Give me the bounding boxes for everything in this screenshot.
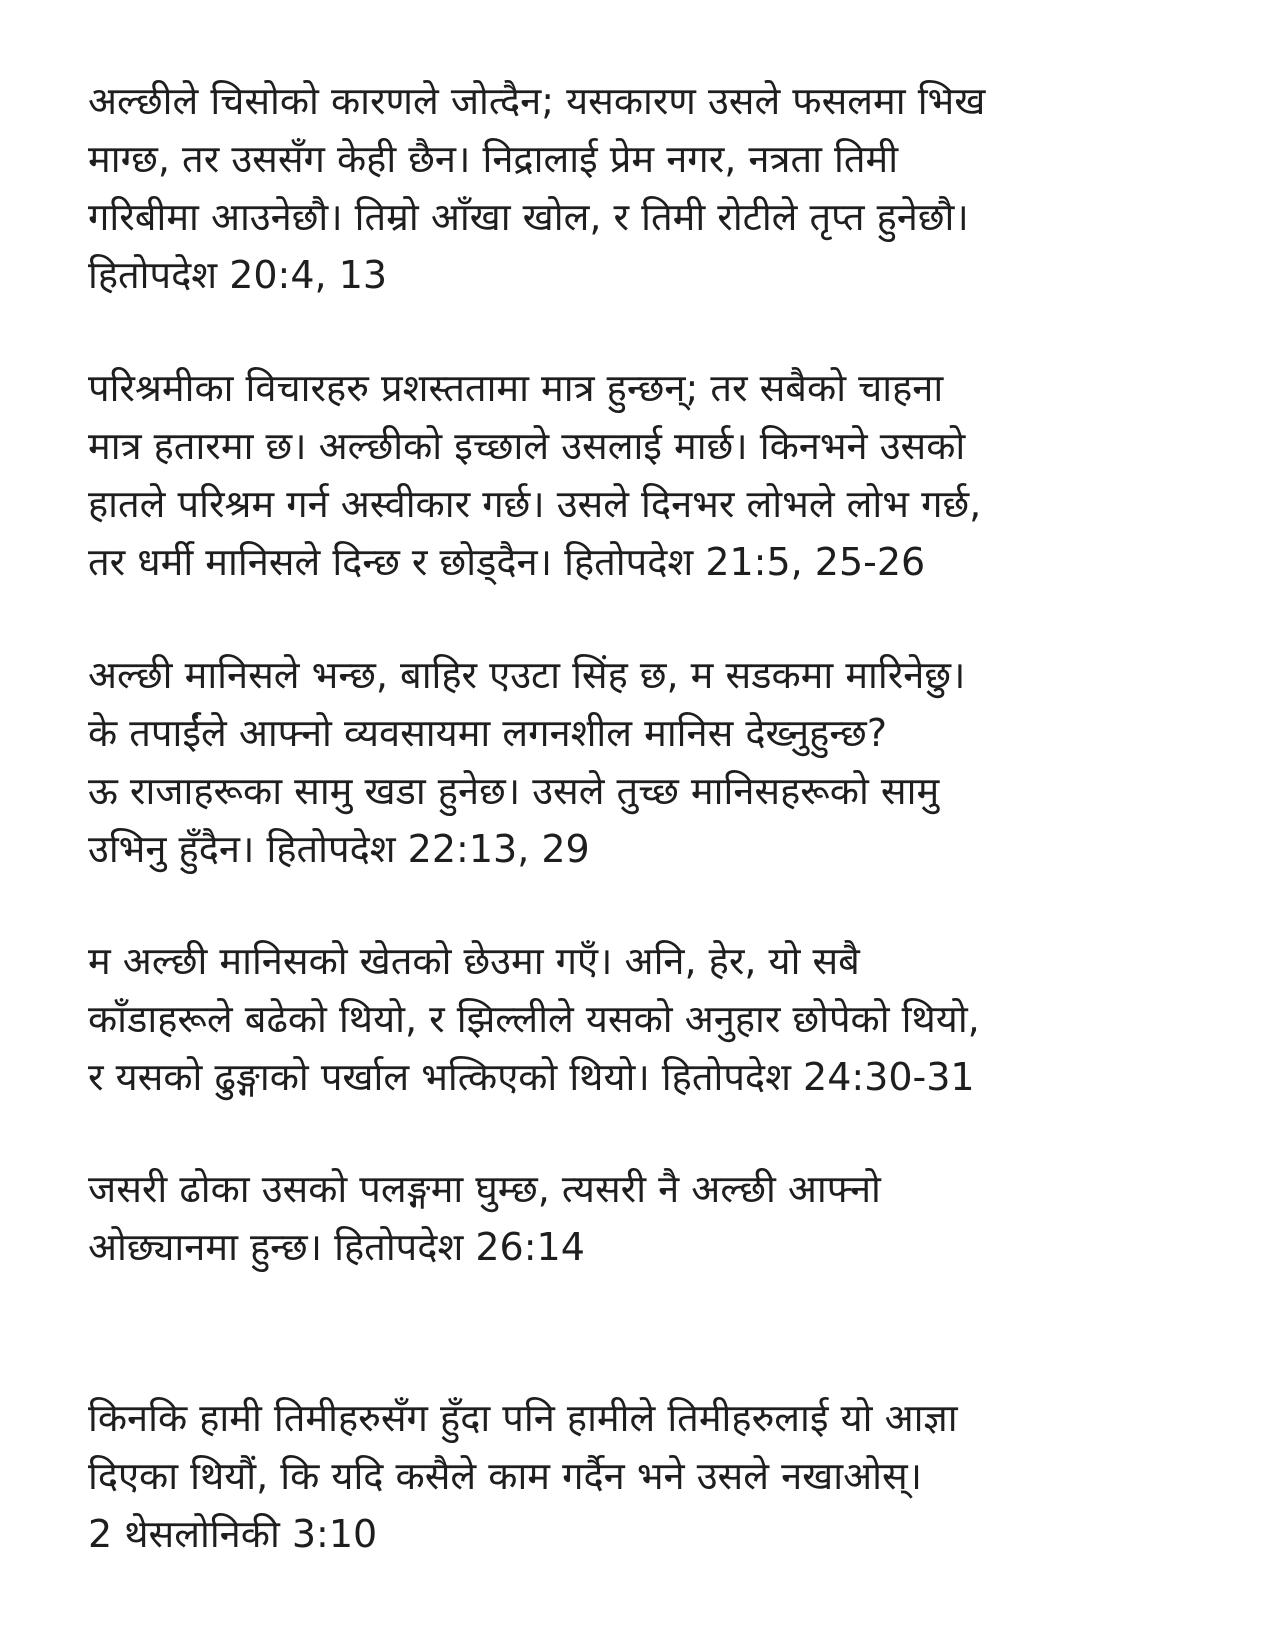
passage-proverbs-26: [88, 1160, 1228, 1276]
passage-line: अल्छी मानिसले भन्छ, बाहिर एउटा सिंह छ, म सडकमा मारिनेछु।: [88, 653, 966, 697]
passage-reference: 2 थेसलोनिकी 3:10: [88, 1512, 378, 1556]
passage-line: के तपाईंले आफ्नो व्यवसायमा लगनशील मानिस देख्नुहुन्छ?: [88, 711, 887, 755]
passage-line: ऊ राजाहरूका सामु खडा हुनेछ। उसले तुच्छ मानिसहरूको सामु: [88, 769, 940, 813]
passage-line: मात्र हतारमा छ। अल्छीको इच्छाले उसलाई मार्छ। किनभने उसको: [88, 424, 966, 468]
passage-line: जसरी ढोका उसको पलङ्गमा घुम्छ, त्यसरी नै अल्छी आफ्नो: [88, 1167, 881, 1211]
passage-line: माग्छ, तर उससँग केही छैन। निद्रालाई प्रेम नगर, नत्रता तिमी: [88, 137, 899, 181]
passage-line: परिश्रमीका विचारहरु प्रशस्ततामा मात्र हुन्छन्; तर सबैको चाहना: [88, 366, 944, 410]
passage-line-with-reference: उभिनु हुँदैन। हितोपदेश 22:13, 29: [88, 827, 590, 871]
passage-line: दिएका थियौं, कि यदि कसैले काम गर्दैन भने उसले नखाओस्।: [88, 1454, 923, 1498]
passage-reference: हितोपदेश 20:4, 13: [88, 253, 388, 297]
passage-line: किनकि हामी तिमीहरुसँग हुँदा पनि हामीले तिमीहरुलाई यो आज्ञा: [88, 1396, 958, 1440]
passage-line: काँडाहरूले बढेको थियो, र झिल्लीले यसको अनुहार छोपेको थियो,: [88, 997, 980, 1041]
passage-proverbs-21: [88, 359, 1228, 591]
passage-proverbs-20: [88, 72, 1228, 304]
passage-line-with-reference: ओछ्यानमा हुन्छ। हितोपदेश 26:14: [88, 1225, 585, 1269]
passage-line: गरिबीमा आउनेछौ। तिम्रो आँखा खोल, र तिमी रोटीले तृप्त हुनेछौ।: [88, 195, 969, 239]
passage-line: हातले परिश्रम गर्न अस्वीकार गर्छ। उसले दिनभर लोभले लोभ गर्छ,: [88, 482, 982, 526]
passage-2-thessalonians-3: [88, 1389, 1228, 1563]
passage-proverbs-24: [88, 932, 1228, 1106]
passage-proverbs-22: [88, 646, 1228, 878]
passage-line: अल्छीले चिसोको कारणले जोत्दैन; यसकारण उसले फसलमा भिख: [88, 79, 986, 123]
passage-line-with-reference: र यसको ढुङ्गाको पर्खाल भत्किएको थियो। हितोपदेश 24:30-31: [88, 1055, 975, 1099]
passage-line: म अल्छी मानिसको खेतको छेउमा गएँ। अनि, हेर, यो सबै: [88, 939, 860, 983]
passage-line-with-reference: तर धर्मी मानिसले दिन्छ र छोड्दैन। हितोपदेश 21:5, 25-26: [88, 540, 926, 584]
